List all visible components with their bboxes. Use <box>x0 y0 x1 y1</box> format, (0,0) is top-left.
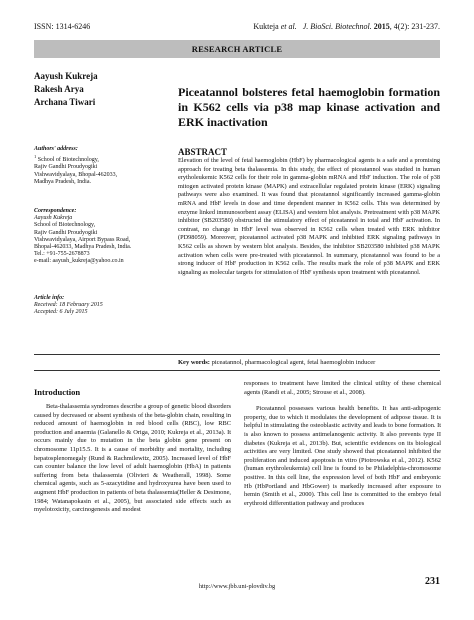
correspondence-block <box>34 208 164 266</box>
received-date: Received: 18 February 2015 <box>34 302 103 309</box>
journal-citation <box>253 22 440 32</box>
journal-url[interactable]: http://www.jbb.uni-plovdiv.bg <box>198 583 276 590</box>
article-info <box>34 295 164 317</box>
correspondence-label: Correspondence: <box>34 208 77 214</box>
article-title: Piceatannol bolsteres fetal haemoglobin formation in K562 cells via p38 map kinase activation and ERK inactivation <box>178 85 440 129</box>
keywords-text: piceatannol, pharmacological agent, fetal haemoglobin inducer <box>209 359 376 366</box>
citation-etal: et al. <box>280 22 297 31</box>
citation-journal: J. BioSci. Biotechnol. <box>302 22 372 31</box>
correspondence-email[interactable]: e-mail: aayush_kukreja@yahoo.co.in <box>34 258 124 265</box>
citation-year: 2015 <box>373 22 390 31</box>
address-line: Madhya Pradesh, India. <box>34 178 91 185</box>
address-label: Authors' address: <box>34 146 78 152</box>
keywords <box>178 359 440 367</box>
introduction-paragraph: Beta-thalassemia syndromes describe a group of genetic blood disorders caused by decreased or absent synthesis of the beta-globin chain, resulting in reduced amount of haemoglobin in red blood cells (RBC), low RBC production and anaemia (Galanello & Origa, 2010; Kukreja et al., 2013a). It occurs mainly due to mutation in the beta globin gene present on chromosome 11p15.5. It is a cause of morbidity and mortality, including hepatosplenomegaly (Rund & Rachmilewitz, 2005). Increased level of HbF can counter balance the low level of adult haemoglobin (HbA) in patients suffering from beta thalassemia (Olivieri & Weatherall, 1998). Some chemical agents, such as 5-azacytidine and hydroxyurea have been used to augment HbF production in patients of beta thalassemia(Heller & Desimone, 1984; Watanapokasin et al., 2005), but associated side effects such as myelotoxicity, carcinogenesis and modest <box>34 403 231 514</box>
introduction-paragraph: responses to treatment have limited the clinical utility of these chemical agents (Randi et al., 2005; Strouse et al., 2008). <box>244 380 441 396</box>
citation-authors: Kukteja <box>253 22 281 31</box>
correspondence-line: School of Biotechnology, <box>34 222 96 229</box>
abstract-text: Elevation of the level of fetal haemoglobin (HbF) by pharmacological agents is a safe and a promising approach for treating beta thalassemia. In this study, the effect of piceatannol was studied in human erytholeukemic K562 cells for their role in gamma-globin mRNA and HbF induction. The role of p38 mitogen activated protein kinase (MAPK) and extracellular regulated protein kinase (ERK) signaling pathways were also examined. It was found that piceatannol significantly increased gamma-globin mRNA and HbF levels in dose and time dependent manner in K562 cells. This was determined by enzyme linked immunosorbent assay (ELISA) and western blot analysis. Pretreatment with p38 MAPK inhibitor (SB203580) obstructed the stimulatory effect of piceatannol in total and HbF activation. In contrast, no change in HbF level was observed in K562 cells when treated with ERK inhibitor (PD98059). Moreover, piceatannol activated p38 MAPK and inhibited ERK signaling pathways in K562 cells as shown by western blot analysis. Besides, the inhibitor SB203580 inhibited p38 MAPK activation when cells were pre-treated with piceatannol. In summary, piceatannol was found to be a strong inducer of HbF production in K562 cells. The results mark the role of p38 MAPK and ERK signaling as molecular targets for stimulation of HbF synthesis upon treatment with piceatannol. <box>178 157 440 276</box>
keywords-label: Key words: <box>178 359 210 366</box>
address-line: Vishwavidyalaya, Bhopal-462033, <box>34 171 118 178</box>
correspondence-name: Aayush Kukreja <box>34 215 73 222</box>
address-line: Rajiv Gandhi Proudyogiki <box>34 164 98 171</box>
introduction-heading: Introduction <box>34 387 81 397</box>
authors-address <box>34 146 164 186</box>
correspondence-line: Rajiv Gandhi Proudyogiki <box>34 229 98 236</box>
page-number: 231 <box>425 576 440 587</box>
address-line: School of Biotechnology, <box>37 157 99 164</box>
keywords-bottom-rule <box>34 370 440 371</box>
address-superscript: 1 <box>34 154 37 160</box>
article-info-label: Article info: <box>34 295 65 301</box>
author-name: Rakesh Arya <box>34 84 84 94</box>
introduction-column-1 <box>34 403 231 515</box>
correspondence-line: Tel.: +91-755-2678873 <box>34 251 90 258</box>
accepted-date: Accepted: 6 July 2015 <box>34 309 88 316</box>
author-list <box>34 70 98 109</box>
journal-issn: ISSN: 1314-6246 <box>34 22 91 31</box>
article-type-banner: RESEARCH ARTICLE <box>34 40 440 58</box>
introduction-column-2 <box>244 380 441 508</box>
author-name: Archana Tiwari <box>34 97 96 107</box>
correspondence-line: Vishwavidyalaya, Airport Bypass Road, <box>34 236 131 243</box>
keywords-top-rule <box>34 354 440 355</box>
abstract-heading: ABSTRACT <box>178 147 228 157</box>
correspondence-line: Bhopal-462033, Madhya Pradesh, India. <box>34 244 132 251</box>
citation-rest: , 4(2): 231-237. <box>389 22 440 31</box>
introduction-paragraph: Piceatannol possesses various health benefits. It has anti-adipogenic property, due to which it modulates the development of adipose tissue. It is helpful in stimulating the osteoblastic activity and leads to bone formation. It is also known to possess antimelanogenic activity. It also prevents type II diabetes (Kukreja et al., 2013b). But, scientific evidences on its biological activities are very limited. One study showed that piceatannol inhibited the proliferation and induced apoptosis in vitro (Piotrowska et al., 2012). K562 (human erythroleukemia) cell line is found to be Philadelphia-chromosome positive. In this cell line, the expression level of both HbF and embryonic Hb (HbPortland and HbGower) is markedly increased after exposure to hemin (Smith et al., 2000). This cell line is committed to the embryo fetal erythroid differentiation pathway and produces <box>244 405 442 507</box>
author-name: Aayush Kukreja <box>34 71 98 81</box>
